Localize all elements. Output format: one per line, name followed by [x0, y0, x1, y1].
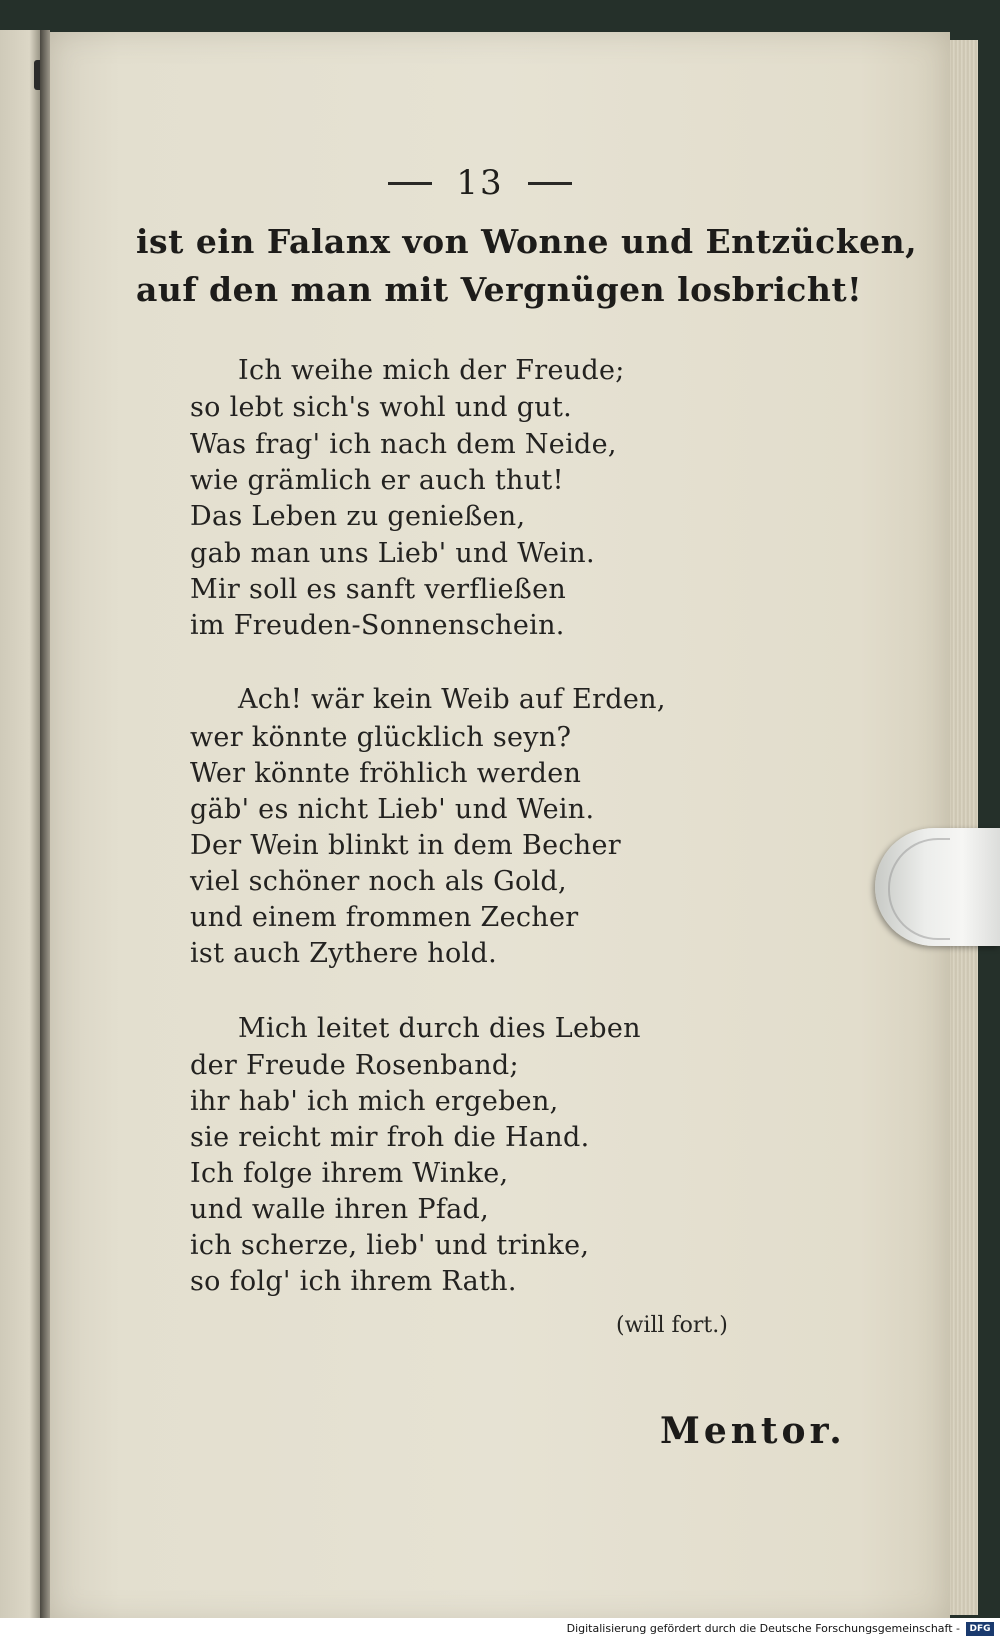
verse-line: Mir soll es sanft verfließen [190, 574, 567, 605]
verse-line: Ach! wär kein Weib auf Erden, [238, 684, 666, 715]
verse-line: der Freude Rosenband; [190, 1050, 519, 1081]
verse-line: und walle ihren Pfad, [190, 1194, 489, 1225]
verse-line: im Freuden-Sonnenschein. [190, 610, 565, 641]
verse-line: ich scherze, lieb' und trinke, [190, 1230, 590, 1261]
verse-line: und einem frommen Zecher [190, 902, 579, 933]
verse-line: so lebt sich's wohl und gut. [190, 392, 573, 423]
verse-line: so folg' ich ihrem Rath. [190, 1266, 517, 1297]
verse-line: Wer könnte fröhlich werden [190, 758, 582, 789]
verse-line: Der Wein blinkt in dem Becher [190, 830, 621, 861]
verse-line: gäb' es nicht Lieb' und Wein. [190, 794, 595, 825]
verse-line: viel schöner noch als Gold, [190, 866, 567, 897]
verse-line: Mich leitet durch dies Leben [238, 1013, 641, 1044]
author-signature: Mentor. [660, 1410, 846, 1452]
verse-line: wie grämlich er auch thut! [190, 465, 564, 496]
page-number: 13 [456, 163, 504, 203]
prose-line: ist ein Falanx von Wonne und Entzücken, [136, 222, 918, 261]
verse-line: ist auch Zythere hold. [190, 938, 497, 969]
prose-line: auf den man mit Vergnügen losbricht! [136, 270, 863, 309]
header-dash-right [528, 182, 572, 185]
left-page-edge [0, 30, 42, 1620]
verse-line: Ich weihe mich der Freude; [238, 355, 625, 386]
verse-line: Das Leben zu genießen, [190, 501, 526, 532]
verse-line: sie reicht mir froh die Hand. [190, 1122, 590, 1153]
header-dash-left [388, 182, 432, 185]
verse-line: wer könnte glücklich seyn? [190, 722, 572, 753]
verse-line: gab man uns Lieb' und Wein. [190, 538, 595, 569]
verse-line: Was frag' ich nach dem Neide, [190, 429, 617, 460]
verse-line: ihr hab' ich mich ergeben, [190, 1086, 559, 1117]
dfg-logo: DFG [966, 1622, 994, 1636]
verse-line: Ich folge ihrem Winke, [190, 1158, 509, 1189]
page-header [360, 158, 600, 208]
footer-credit: Digitalisierung gefördert durch die Deutsche Forschungsgemeinschaft - [566, 1622, 960, 1635]
book-gutter [40, 30, 50, 1620]
continuation-note: (will fort.) [616, 1313, 728, 1338]
